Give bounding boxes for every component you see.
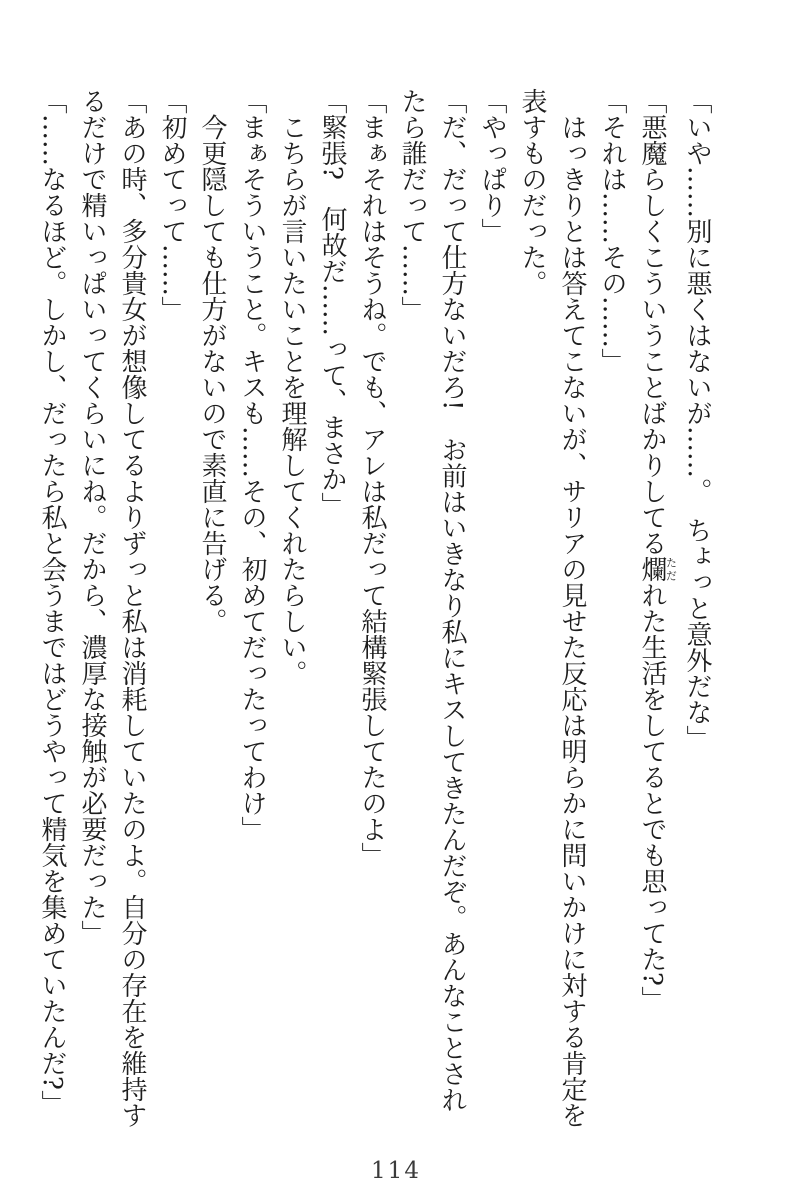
text-line: 「……なるほど。しかし、だったら私と会うまではどうやって精気を集めていたんだ?」 [37, 88, 67, 1116]
text-line: 「緊張? 何故だ……って、まさか」 [317, 88, 347, 518]
text-line: 「あの時、多分貴女が想像してるよりずっと私は消耗していたのよ。自分の存在を維持す [117, 88, 147, 1128]
text-line: はっきりとは答えてこないが、サリアの見せた反応は明らかに問いかけに対する肯定を [557, 114, 587, 1128]
text-block [32, 88, 717, 1136]
text-line: 「まぁそういうこと。キスも……その、初めてだったってわけ」 [237, 88, 267, 842]
furigana-ruby: 爛ただ [637, 556, 678, 582]
text-line: 「だ、だって仕方ないだろ! お前はいきなり私にキスしてきたんだぞ。あんなことされ [437, 88, 467, 1113]
text-line: 「悪魔らしくこういうことばかりしてる爛ただれた生活をしてるとでも思ってた?」 [637, 88, 678, 1012]
text-line: 「初めてって……」 [157, 88, 187, 322]
text-line: 表すものだった。 [517, 88, 547, 296]
text-line: 「まぁそれはそうね。でも、アレは私だって結構緊張してたのよ」 [357, 88, 387, 868]
page-number: 114 [371, 1158, 421, 1184]
text-line: 「いや……別に悪くはないが……。 ちょっと意外だな」 [682, 88, 712, 751]
text-line: るだけで精いっぱいってくらいにね。だから、濃厚な接触が必要だった」 [77, 88, 107, 946]
text-line: たら誰だって……」 [397, 88, 427, 322]
text-line: 「やっぱり」 [477, 88, 507, 244]
text-line: 「それは……その……」 [597, 88, 627, 374]
text-line: こちらが言いたいことを理解してくれたらしい。 [277, 114, 307, 686]
text-line: 今更隠しても仕方がないので素直に告げる。 [197, 114, 227, 634]
